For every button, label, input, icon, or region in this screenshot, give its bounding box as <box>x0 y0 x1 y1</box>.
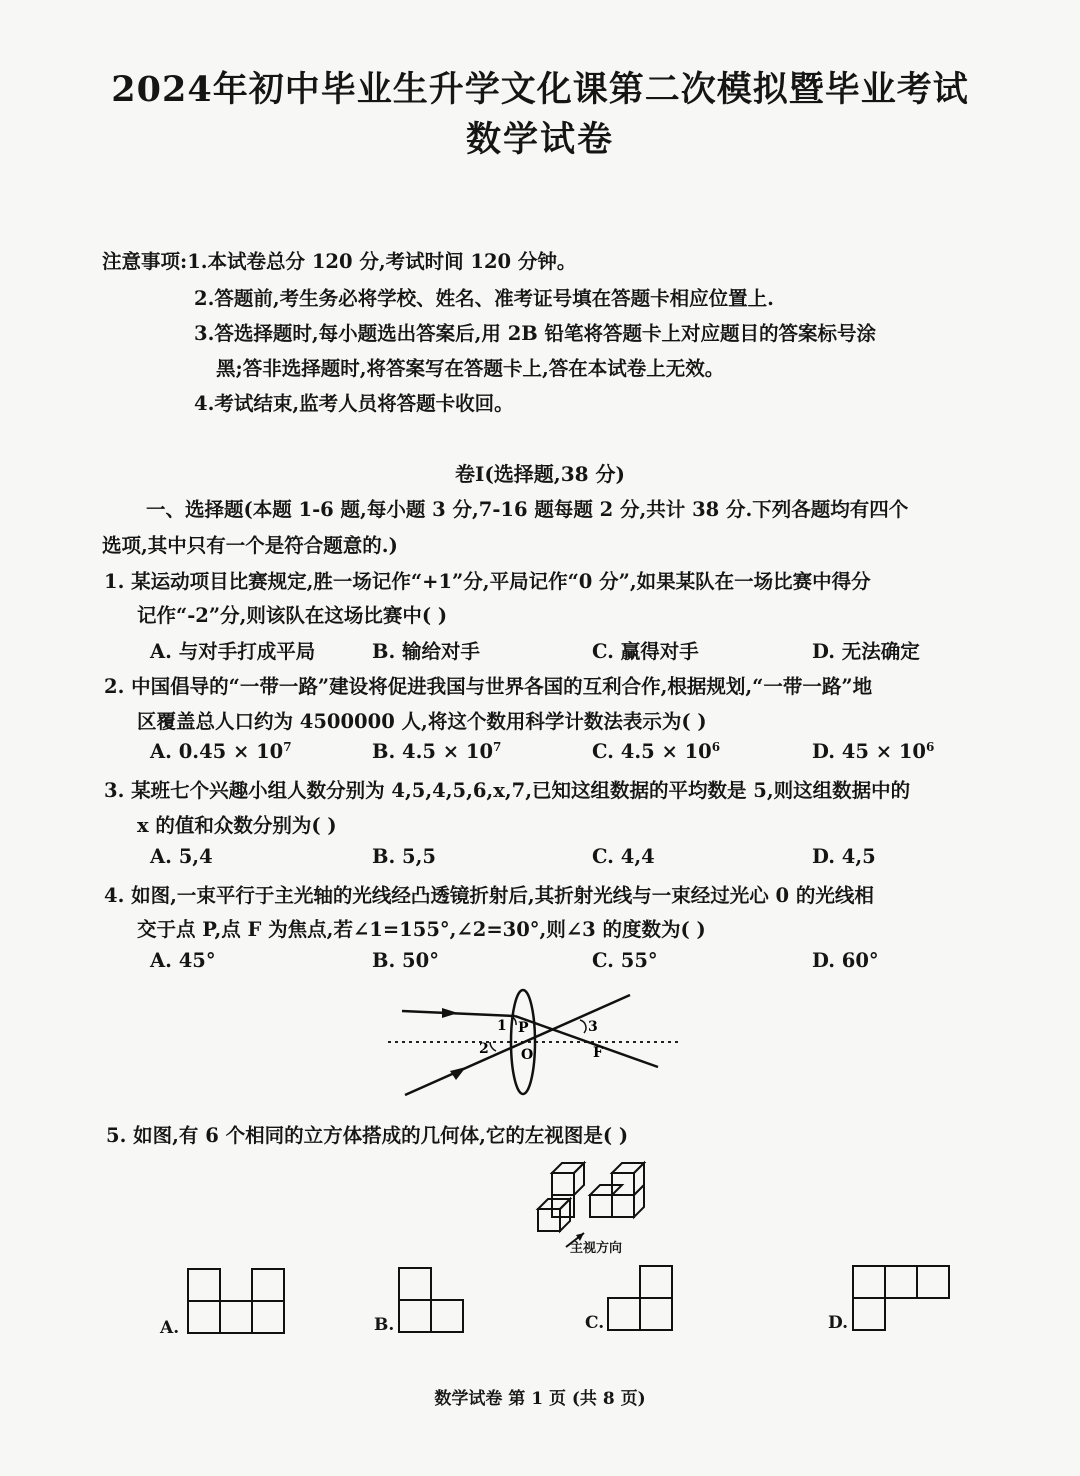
q4-option-d: D. 60° <box>812 949 879 972</box>
point-o-label: O <box>521 1047 534 1063</box>
section-title: 卷Ⅰ(选择题,38 分) <box>454 462 626 486</box>
q3-stem-2: x 的值和众数分别为( ) <box>137 814 337 837</box>
q2-option-d <box>812 740 934 763</box>
note-4: 4.考试结束,监考人员将答题卡收回。 <box>194 392 514 415</box>
q5-option-d-label: D. <box>828 1313 849 1333</box>
angle-3-label: 3 <box>588 1019 598 1035</box>
ray-arrow-1 <box>442 1008 458 1018</box>
exam-title: 2024年初中毕业生升学文化课第二次模拟暨毕业考试 <box>111 69 969 110</box>
q3-stem-1: 3. 某班七个兴趣小组人数分别为 4,5,4,5,6,x,7,已知这组数据的平均数是 5,则这组数据中的 <box>104 779 911 802</box>
angle-2-arc <box>490 1042 496 1051</box>
angle-2-label: 2 <box>479 1041 489 1057</box>
note-2: 2.答题前,考生务必将学校、姓名、准考证号填在答题卡相应位置上. <box>194 287 774 310</box>
q4-option-a: A. 45° <box>150 949 216 972</box>
q5-option-c-figure <box>606 1264 674 1332</box>
q4-option-b: B. 50° <box>372 949 439 972</box>
q1-option-b: B. 输给对手 <box>372 640 481 663</box>
q4-option-c: C. 55° <box>592 949 658 972</box>
q5-option-d-figure <box>851 1264 951 1332</box>
angle-1-label: 1 <box>497 1018 507 1034</box>
q2-b-base: B. 4.5 × 10 <box>372 740 494 763</box>
angle-3-arc <box>580 1020 586 1033</box>
q2-a-exp: 7 <box>283 740 292 754</box>
point-p-label: P <box>518 1020 529 1036</box>
note-3a: 3.答选择题时,每小题选出答案后,用 2B 铅笔将答题卡上对应题目的答案标号涂 <box>194 322 877 345</box>
q2-c-exp: 6 <box>711 740 721 754</box>
q2-option-a <box>150 740 292 763</box>
q1-option-d: D. 无法确定 <box>812 640 920 663</box>
q2-a-base: A. 0.45 × 10 <box>150 740 284 763</box>
q1-stem-2: 记作“-2”分,则该队在这场比赛中( ) <box>137 604 448 627</box>
notes-line-1 <box>102 246 576 274</box>
q5-option-b-label: B. <box>374 1315 395 1335</box>
q5-option-a-label: A. <box>160 1318 180 1338</box>
q4-stem-2: 交于点 P,点 F 为焦点,若∠1=155°,∠2=30°,则∠3 的度数为( ) <box>137 918 706 941</box>
q5-option-a-figure <box>186 1267 286 1335</box>
q2-stem-2: 区覆盖总人口约为 4500000 人,将这个数用科学计数法表示为( ) <box>137 710 707 733</box>
section-intro-2: 选项,其中只有一个是符合题意的.) <box>102 534 398 557</box>
q2-b-exp: 7 <box>493 740 502 754</box>
section-intro-1: 一、选择题(本题 1-6 题,每小题 3 分,7-16 题每题 2 分,共计 38 分.下列各题均有四个 <box>146 498 909 521</box>
note-1: 1.本试卷总分 120 分,考试时间 120 分钟。 <box>187 250 577 273</box>
notes-label: 注意事项: <box>102 250 188 273</box>
q2-d-base: D. 45 × 10 <box>812 740 926 763</box>
q1-stem-1: 1. 某运动项目比赛规定,胜一场记作“+1”分,平局记作“0 分”,如果某队在一场比赛中得分 <box>104 570 871 593</box>
q2-stem-1: 2. 中国倡导的“一带一路”建设将促进我国与世界各国的互利合作,根据规划,“一带一路”地 <box>104 675 873 698</box>
q5-stem: 5. 如图,有 6 个相同的立方体搭成的几何体,它的左视图是( ) <box>106 1124 629 1147</box>
q4-stem-1: 4. 如图,一束平行于主光轴的光线经凸透镜折射后,其折射光线与一束经过光心 0 的光线相 <box>104 884 874 907</box>
q2-option-b <box>372 740 501 763</box>
q2-c-base: C. 4.5 × 10 <box>592 740 712 763</box>
q3-option-d: D. 4,5 <box>812 845 876 868</box>
q2-option-c <box>592 740 720 763</box>
page-footer: 数学试卷 第 1 页 (共 8 页) <box>434 1389 646 1409</box>
lens-diagram <box>380 985 700 1100</box>
view-direction-label: 主视方向 <box>570 1241 623 1256</box>
q3-option-c: C. 4,4 <box>592 845 655 868</box>
q3-option-a: A. 5,4 <box>150 845 213 868</box>
exam-subtitle: 数学试卷 <box>465 119 614 160</box>
point-f-label: F <box>593 1045 603 1061</box>
q5-option-c-label: C. <box>585 1313 605 1333</box>
parallel-ray <box>402 1011 515 1016</box>
note-3b: 黑;答非选择题时,将答案写在答题卡上,答在本试卷上无效。 <box>216 357 725 380</box>
q5-option-b-figure <box>397 1266 465 1334</box>
q1-option-c: C. 赢得对手 <box>592 640 699 663</box>
q2-d-exp: 6 <box>925 740 935 754</box>
ray-arrow-2 <box>450 1067 466 1080</box>
q3-option-b: B. 5,5 <box>372 845 436 868</box>
q1-option-a: A. 与对手打成平局 <box>150 640 316 663</box>
